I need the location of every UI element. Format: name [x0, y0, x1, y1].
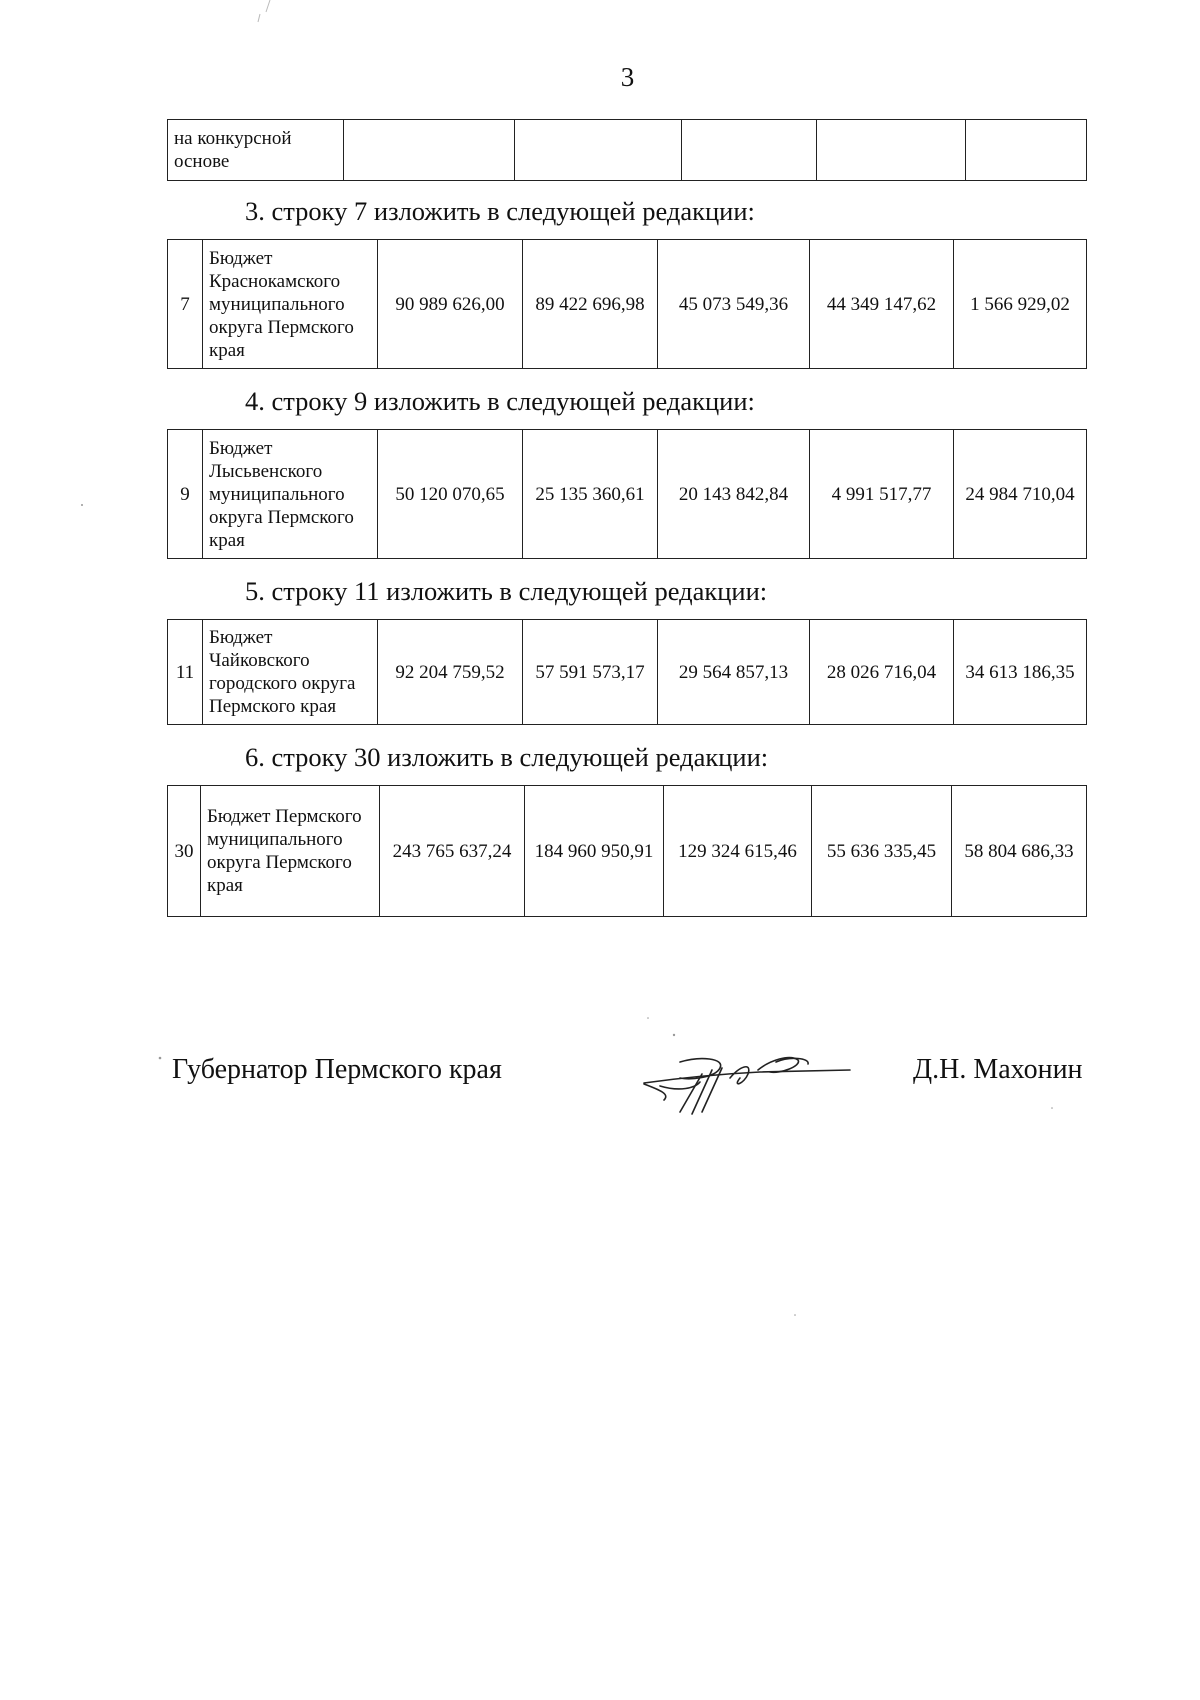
table-row — [168, 120, 1087, 181]
row-number-cell: 11 — [168, 620, 203, 725]
value-cell: 89 422 696,98 — [523, 240, 658, 369]
row-number-cell: 7 — [168, 240, 203, 369]
amendment-table — [167, 785, 1087, 917]
continuation-table — [167, 119, 1087, 181]
empty-cell — [817, 120, 966, 181]
value-cell: 45 073 549,36 — [658, 240, 810, 369]
value-cell: 55 636 335,45 — [812, 786, 952, 917]
value-cell: 4 991 517,77 — [810, 430, 954, 559]
row-name-cell: Бюджет Лысьвенского муниципального округа Пермского края — [203, 430, 378, 559]
table-row — [168, 430, 1087, 559]
table-row — [168, 240, 1087, 369]
row-number-cell: 9 — [168, 430, 203, 559]
value-cell: 34 613 186,35 — [954, 620, 1087, 725]
value-cell: 50 120 070,65 — [378, 430, 523, 559]
amendment-instruction: 4. строку 9 изложить в следующей редакции: — [245, 386, 755, 416]
signatory-name: Д.Н. Махонин — [913, 1054, 1083, 1085]
value-cell: 1 566 929,02 — [954, 240, 1087, 369]
amendment-instruction: 5. строку 11 изложить в следующей редакции: — [245, 576, 768, 606]
value-cell: 92 204 759,52 — [378, 620, 523, 725]
table-row — [168, 786, 1087, 917]
page-number: 3 — [620, 62, 635, 92]
table-row — [168, 620, 1087, 725]
amendment-instruction: 6. строку 30 изложить в следующей редакции: — [245, 742, 769, 772]
amendment-table — [167, 429, 1087, 559]
empty-cell — [966, 120, 1087, 181]
value-cell: 129 324 615,46 — [664, 786, 812, 917]
value-cell: 25 135 360,61 — [523, 430, 658, 559]
handwritten-signature — [640, 1048, 860, 1118]
row-name-cell: Бюджет Краснокамского муниципального округа Пермского края — [203, 240, 378, 369]
row-name-cell: Бюджет Пермского муниципального округа Пермского края — [201, 786, 380, 917]
empty-cell — [344, 120, 515, 181]
empty-cell — [515, 120, 682, 181]
row-name-cell: Бюджет Чайковского городского округа Пермского края — [203, 620, 378, 725]
value-cell: 20 143 842,84 — [658, 430, 810, 559]
value-cell: 29 564 857,13 — [658, 620, 810, 725]
value-cell: 24 984 710,04 — [954, 430, 1087, 559]
signatory-position: Губернатор Пермского края — [172, 1054, 502, 1085]
value-cell: 58 804 686,33 — [952, 786, 1087, 917]
value-cell: 44 349 147,62 — [810, 240, 954, 369]
value-cell: 243 765 637,24 — [380, 786, 525, 917]
amendment-table — [167, 239, 1087, 369]
value-cell: 184 960 950,91 — [525, 786, 664, 917]
amendment-instruction: 3. строку 7 изложить в следующей редакции: — [245, 196, 755, 226]
amendment-table — [167, 619, 1087, 725]
row-number-cell: 30 — [168, 786, 201, 917]
value-cell: 28 026 716,04 — [810, 620, 954, 725]
row-name-cell: на конкурсной основе — [168, 120, 344, 181]
empty-cell — [682, 120, 817, 181]
value-cell: 90 989 626,00 — [378, 240, 523, 369]
value-cell: 57 591 573,17 — [523, 620, 658, 725]
